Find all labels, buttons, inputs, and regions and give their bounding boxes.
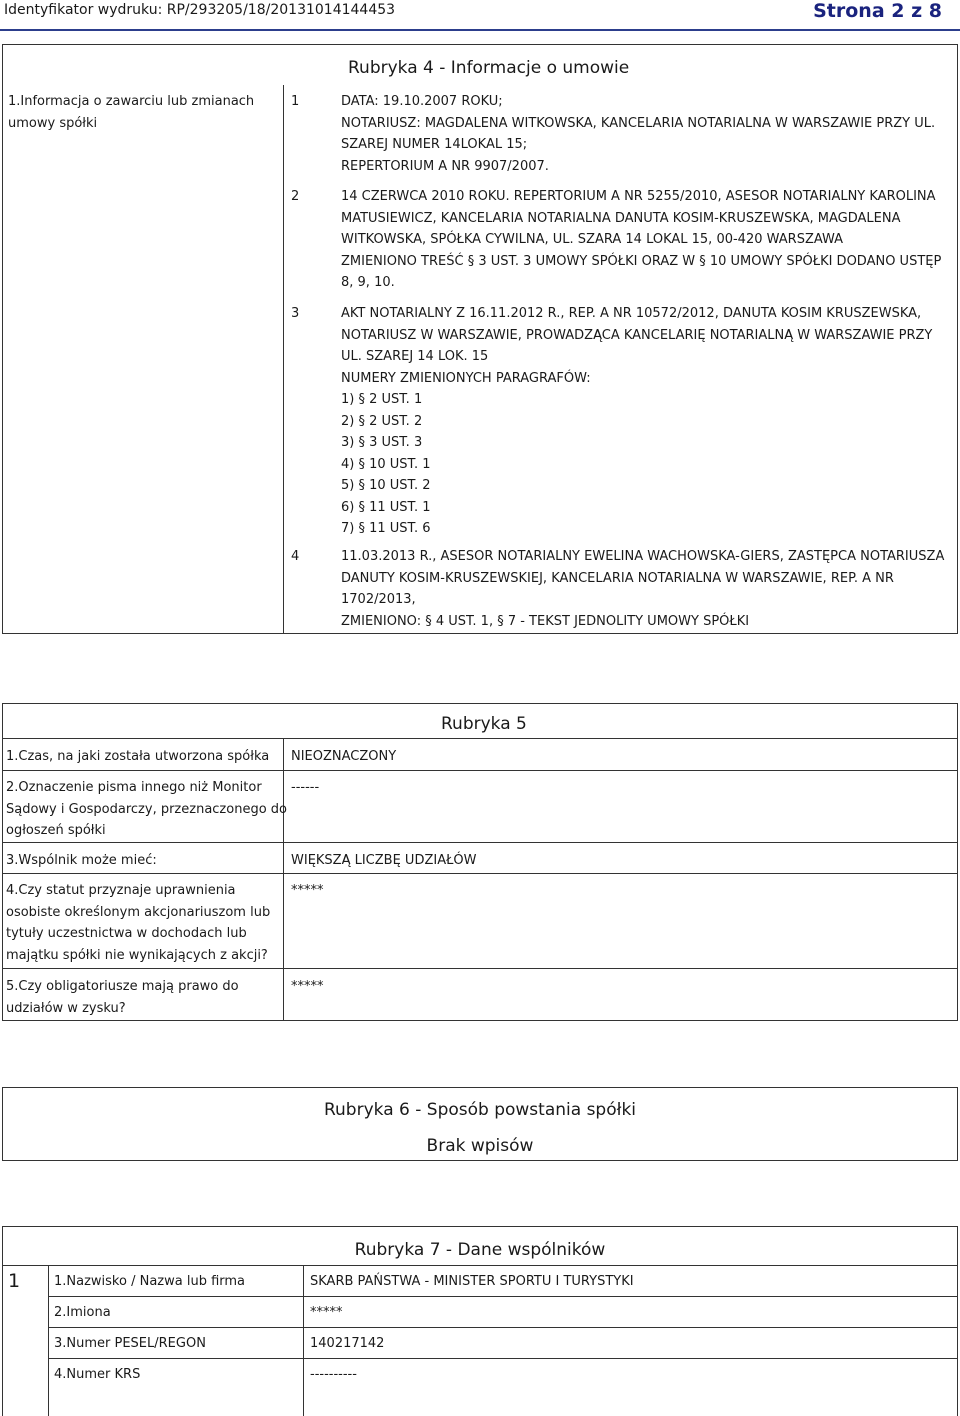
field-label: 2.Imiona <box>54 1305 111 1320</box>
entry-line: 6) § 11 UST. 1 <box>341 499 431 515</box>
field-value: ------ <box>291 780 320 795</box>
field-label <box>6 777 287 842</box>
page-number: Strona 2 z 8 <box>813 0 942 22</box>
row-divider <box>2 968 958 969</box>
entry-line: 2) § 2 UST. 2 <box>341 413 423 429</box>
field-label: 4.Numer KRS <box>54 1367 141 1382</box>
field-label-line: 5.Czy obligatoriusze mają prawo do <box>6 979 239 994</box>
entry-line: NOTARIUSZ: MAGDALENA WITKOWSKA, KANCELARIA NOTARIALNA W WARSZAWIE PRZY UL. <box>341 115 936 131</box>
rubryka-4-column-divider <box>283 85 284 634</box>
rubryka-5-title: Rubryka 5 <box>441 714 527 734</box>
field-label-line: ogłoszeń spółki <box>6 823 106 838</box>
entry-text <box>341 303 932 540</box>
row-divider <box>2 770 958 771</box>
entry-number: 3 <box>291 306 300 321</box>
entry-line: ZMIENIONO TREŚĆ § 3 UST. 3 UMOWY SPÓŁKI ORAZ W § 10 UMOWY SPÓŁKI DODANO USTĘP <box>341 253 942 269</box>
rubryka-6-content: Brak wpisów <box>426 1136 534 1156</box>
entry-line: MATUSIEWICZ, KANCELARIA NOTARIALNA DANUTA KOSIM-KRUSZEWSKA, MAGDALENA <box>341 210 901 226</box>
label-column-divider <box>303 1265 304 1416</box>
entry-number: 1 <box>291 94 300 109</box>
entry-line: 4) § 10 UST. 1 <box>341 456 431 472</box>
field-label-line: 3.Wspólnik może mieć: <box>6 853 157 868</box>
field-label: 3.Numer PESEL/REGON <box>54 1336 206 1351</box>
entry-text <box>341 186 941 294</box>
entry-line: WITKOWSKA, SPÓŁKA CYWILNA, UL. SZARA 14 LOKAL 15, 00-420 WARSZAWA <box>341 232 844 247</box>
rubryka-5-header-divider <box>2 738 958 739</box>
entry-line: 8, 9, 10. <box>341 275 395 290</box>
field-label-line: tytuły uczestnictwa w dochodach lub <box>6 926 247 941</box>
field-label-line: osobiste określonym akcjonariuszom lub <box>6 904 271 920</box>
entry-line: DATA: 19.10.2007 ROKU; <box>341 94 503 109</box>
print-identifier: Identyfikator wydruku: RP/293205/18/20131014144453 <box>4 2 396 18</box>
field-value: NIEOZNACZONY <box>291 749 397 764</box>
row-divider <box>2 842 958 843</box>
rubryka-4-title: Rubryka 4 - Informacje o umowie <box>348 58 630 78</box>
entry-line: SZAREJ NUMER 14LOKAL 15; <box>341 137 528 152</box>
entry-line: NUMERY ZMIENIONYCH PARAGRAFÓW: <box>341 370 591 386</box>
field-value: WIĘKSZĄ LICZBĘ UDZIAŁÓW <box>291 853 477 868</box>
field-label-line: udziałów w zysku? <box>6 1000 126 1016</box>
field-label-line: 4.Czy statut przyznaje uprawnienia <box>6 883 236 898</box>
entry-number: 4 <box>291 549 300 564</box>
row-divider <box>48 1358 958 1359</box>
field-label-line: Sądowy i Gospodarczy, przeznaczonego do <box>6 801 287 817</box>
entry-line: NOTARIUSZ W WARSZAWIE, PROWADZĄCA KANCELARIĘ NOTARIALNĄ W WARSZAWIE PRZY <box>341 327 933 343</box>
field-value: SKARB PAŃSTWA - MINISTER SPORTU I TURYSTYKI <box>310 1274 634 1289</box>
field-label-line: majątku spółki nie wynikających z akcji? <box>6 947 268 963</box>
entry-line: REPERTORIUM A NR 9907/2007. <box>341 158 549 174</box>
field-label <box>6 850 157 872</box>
entry-line: 3) § 3 UST. 3 <box>341 435 423 450</box>
header-divider <box>0 29 960 31</box>
entry-line: 14 CZERWCA 2010 ROKU. REPERTORIUM A NR 5255/2010, ASESOR NOTARIALNY KAROLINA <box>341 189 936 204</box>
field-label <box>6 976 239 1019</box>
rubryka-4-label <box>8 91 278 134</box>
entry-line: UL. SZAREJ 14 LOK. 15 <box>341 349 489 364</box>
entry-column-divider <box>48 1265 49 1416</box>
field-value: ***** <box>291 979 324 994</box>
entry-text <box>341 546 944 632</box>
field-label-line: 2.Oznaczenie pisma innego niż Monitor <box>6 780 262 795</box>
field-label: 1.Nazwisko / Nazwa lub firma <box>54 1274 246 1289</box>
rubryka-7-header-divider <box>2 1265 958 1266</box>
entry-line: AKT NOTARIALNY Z 16.11.2012 R., REP. A NR 10572/2012, DANUTA KOSIM KRUSZEWSKA, <box>341 306 922 321</box>
entry-number: 2 <box>291 189 300 204</box>
entry-line: 1702/2013, <box>341 592 416 607</box>
field-value: 140217142 <box>310 1336 385 1351</box>
rubryka-4-label-line: umowy spółki <box>8 115 98 131</box>
entry-line: 11.03.2013 R., ASESOR NOTARIALNY EWELINA WACHOWSKA-GIERS, ZASTĘPCA NOTARIUSZA <box>341 549 945 564</box>
entry-line: DANUTY KOSIM-KRUSZEWSKIEJ, KANCELARIA NOTARIALNA W WARSZAWIE, REP. A NR <box>341 570 894 586</box>
row-divider <box>48 1327 958 1328</box>
field-value: ---------- <box>310 1367 357 1382</box>
entry-line: 1) § 2 UST. 1 <box>341 392 423 407</box>
field-value: ***** <box>291 883 324 898</box>
field-label <box>6 746 269 768</box>
field-label-line: 1.Czas, na jaki została utworzona spółka <box>6 749 270 764</box>
rubryka-4-label-line: 1.Informacja o zawarciu lub zmianach <box>8 94 255 109</box>
rubryka-6-title: Rubryka 6 - Sposób powstania spółki <box>323 1100 637 1120</box>
row-divider <box>2 873 958 874</box>
row-divider <box>48 1296 958 1297</box>
entry-line: 5) § 10 UST. 2 <box>341 478 431 493</box>
field-label <box>6 880 270 966</box>
shareholder-number: 1 <box>8 1270 21 1292</box>
entry-text <box>341 91 935 177</box>
entry-line: 7) § 11 UST. 6 <box>341 521 431 536</box>
field-value: ***** <box>310 1305 343 1320</box>
rubryka-7-title: Rubryka 7 - Dane wspólników <box>354 1240 606 1260</box>
entry-line: ZMIENIONO: § 4 UST. 1, § 7 - TEKST JEDNOLITY UMOWY SPÓŁKI <box>341 613 750 629</box>
